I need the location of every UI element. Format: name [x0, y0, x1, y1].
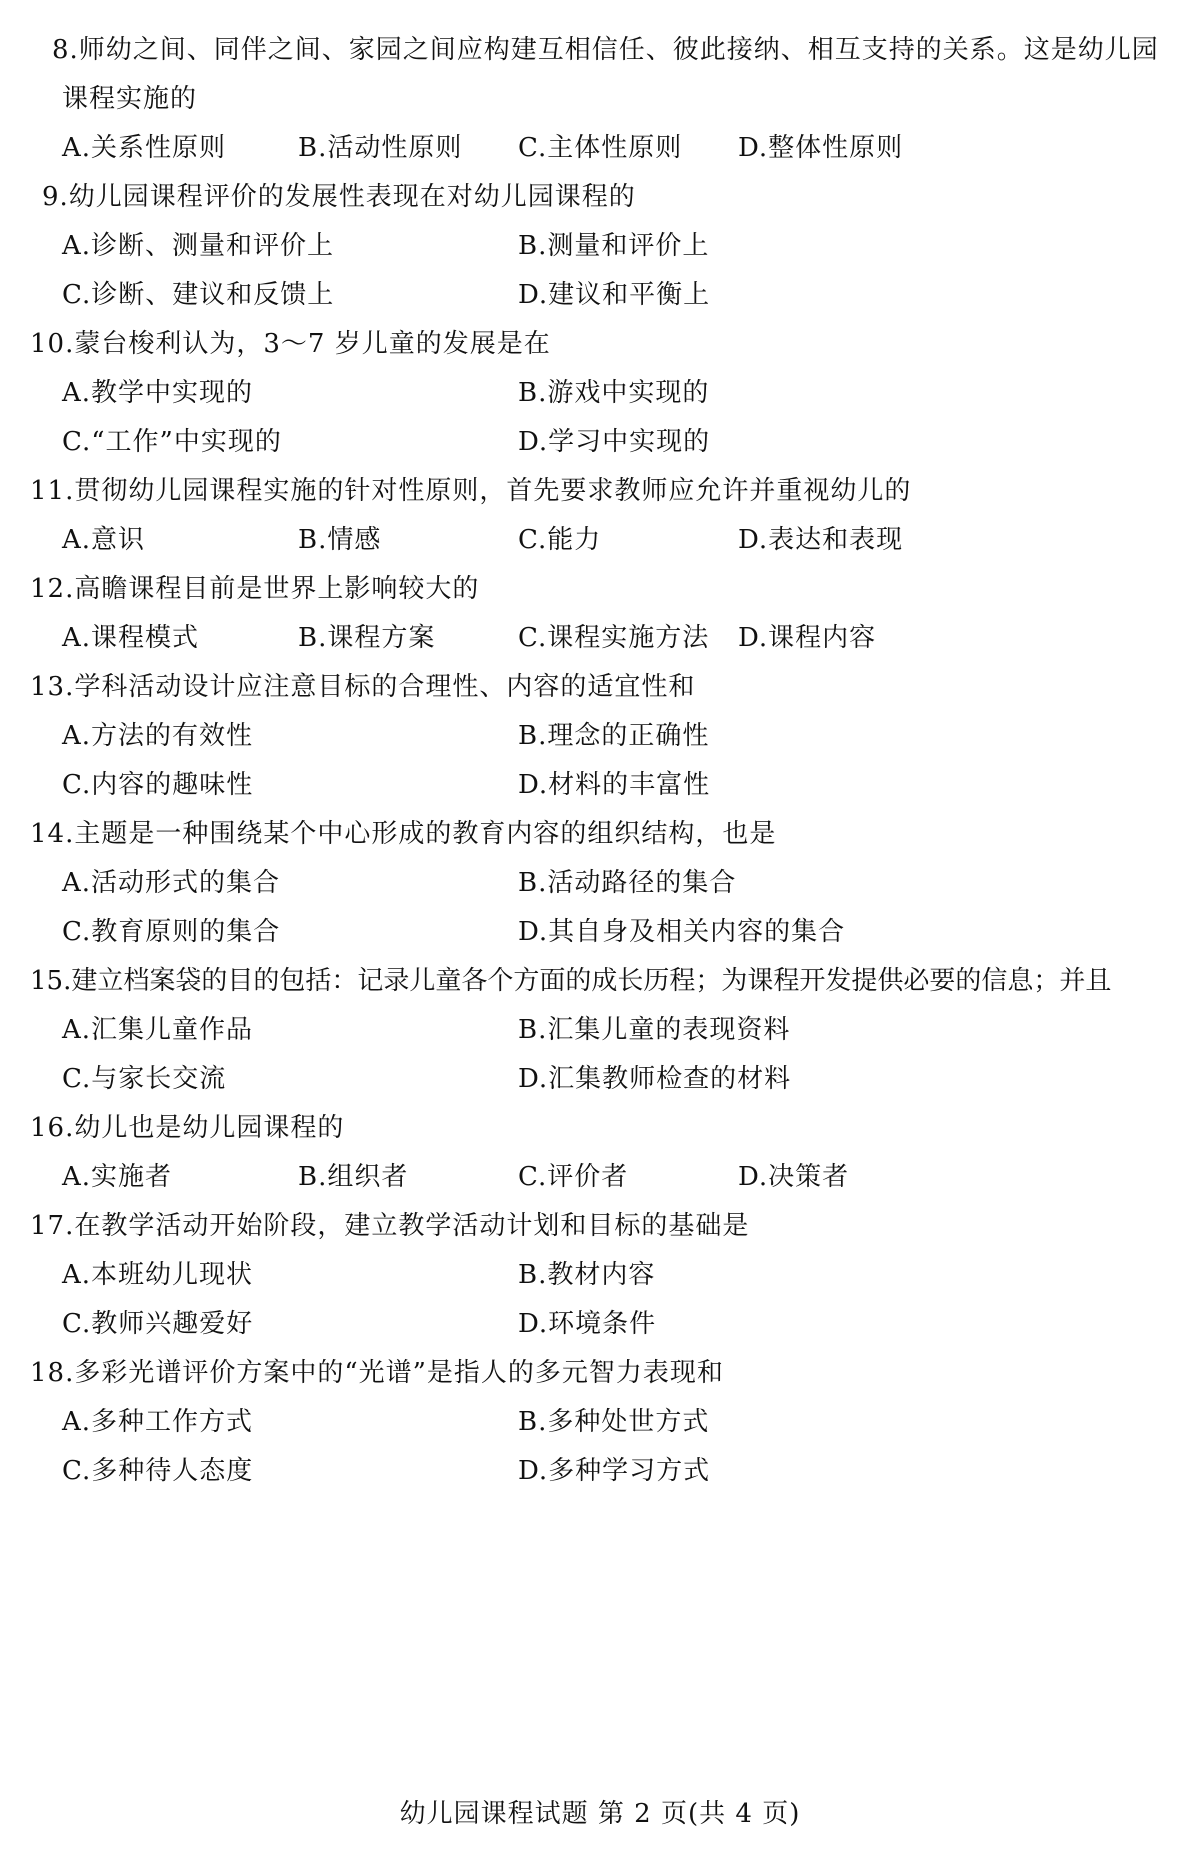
question-9-option-d: D.建议和平衡上 [518, 280, 711, 310]
question-8-option-d: D.整体性原则 [738, 133, 904, 163]
question-11-option-a: A.意识 [62, 525, 146, 555]
question-16-stem: 16.幼儿也是幼儿园课程的 [30, 1113, 345, 1143]
question-14-option-a: A.活动形式的集合 [62, 868, 281, 898]
question-15-option-c: C.与家长交流 [62, 1064, 227, 1094]
question-15-option-a: A.汇集儿童作品 [62, 1015, 254, 1045]
question-8-stem: 8.师幼之间、同伴之间、家园之间应构建互相信任、彼此接纳、相互支持的关系。这是幼儿园 [52, 35, 1159, 65]
question-16-option-b: B.组织者 [298, 1162, 409, 1192]
question-10-stem: 10.蒙台梭利认为，3～7 岁儿童的发展是在 [30, 329, 551, 359]
question-17-stem: 17.在教学活动开始阶段，建立教学活动计划和目标的基础是 [30, 1211, 750, 1241]
question-17-option-b: B.教材内容 [518, 1260, 656, 1290]
question-16-option-c: C.评价者 [518, 1162, 629, 1192]
question-18-option-d: D.多种学习方式 [518, 1456, 711, 1486]
question-18-option-a: A.多种工作方式 [62, 1407, 254, 1437]
question-18-option-b: B.多种处世方式 [518, 1407, 710, 1437]
question-17-option-a: A.本班幼儿现状 [62, 1260, 254, 1290]
question-11-option-c: C.能力 [518, 525, 602, 555]
question-9-option-b: B.测量和评价上 [518, 231, 710, 261]
question-18-option-c: C.多种待人态度 [62, 1456, 254, 1486]
question-15-option-d: D.汇集教师检查的材料 [518, 1064, 792, 1094]
question-18-stem: 18.多彩光谱评价方案中的“光谱”是指人的多元智力表现和 [30, 1358, 724, 1388]
question-12-option-b: B.课程方案 [298, 623, 436, 653]
question-11-option-d: D.表达和表现 [738, 525, 904, 555]
question-10-option-a: A.教学中实现的 [62, 378, 254, 408]
question-9-stem: 9.幼儿园课程评价的发展性表现在对幼儿园课程的 [42, 182, 636, 212]
page-footer: 幼儿园课程试题 第 2 页(共 4 页) [399, 1799, 801, 1829]
question-14-option-b: B.活动路径的集合 [518, 868, 737, 898]
question-10-option-b: B.游戏中实现的 [518, 378, 710, 408]
question-9-option-a: A.诊断、测量和评价上 [62, 231, 335, 261]
question-10-option-c: C.“工作”中实现的 [62, 427, 282, 457]
question-13-stem: 13.学科活动设计应注意目标的合理性、内容的适宜性和 [30, 672, 696, 702]
question-11-stem: 11.贯彻幼儿园课程实施的针对性原则，首先要求教师应允许并重视幼儿的 [30, 476, 912, 506]
question-12-option-d: D.课程内容 [738, 623, 877, 653]
question-13-option-d: D.材料的丰富性 [518, 770, 711, 800]
question-10-option-d: D.学习中实现的 [518, 427, 711, 457]
question-8-option-c: C.主体性原则 [518, 133, 683, 163]
question-16-option-a: A.实施者 [62, 1162, 173, 1192]
question-14-option-c: C.教育原则的集合 [62, 917, 281, 947]
question-8-option-b: B.活动性原则 [298, 133, 463, 163]
question-17-option-d: D.环境条件 [518, 1309, 657, 1339]
question-17-option-c: C.教师兴趣爱好 [62, 1309, 254, 1339]
question-12-stem: 12.高瞻课程目前是世界上影响较大的 [30, 574, 480, 604]
question-11-option-b: B.情感 [298, 525, 382, 555]
question-8-stem-continued: 课程实施的 [62, 84, 198, 114]
question-13-option-a: A.方法的有效性 [62, 721, 254, 751]
question-16-option-d: D.决策者 [738, 1162, 850, 1192]
question-13-option-b: B.理念的正确性 [518, 721, 710, 751]
question-8-option-a: A.关系性原则 [62, 133, 227, 163]
question-12-option-c: C.课程实施方法 [518, 623, 710, 653]
question-12-option-a: A.课程模式 [62, 623, 200, 653]
question-14-option-d: D.其自身及相关内容的集合 [518, 917, 846, 947]
question-14-stem: 14.主题是一种围绕某个中心形成的教育内容的组织结构，也是 [30, 819, 777, 849]
question-15-stem: 15.建立档案袋的目的包括：记录儿童各个方面的成长历程；为课程开发提供必要的信息；并且 [30, 966, 1112, 996]
question-13-option-c: C.内容的趣味性 [62, 770, 254, 800]
question-9-option-c: C.诊断、建议和反馈上 [62, 280, 335, 310]
question-15-option-b: B.汇集儿童的表现资料 [518, 1015, 791, 1045]
